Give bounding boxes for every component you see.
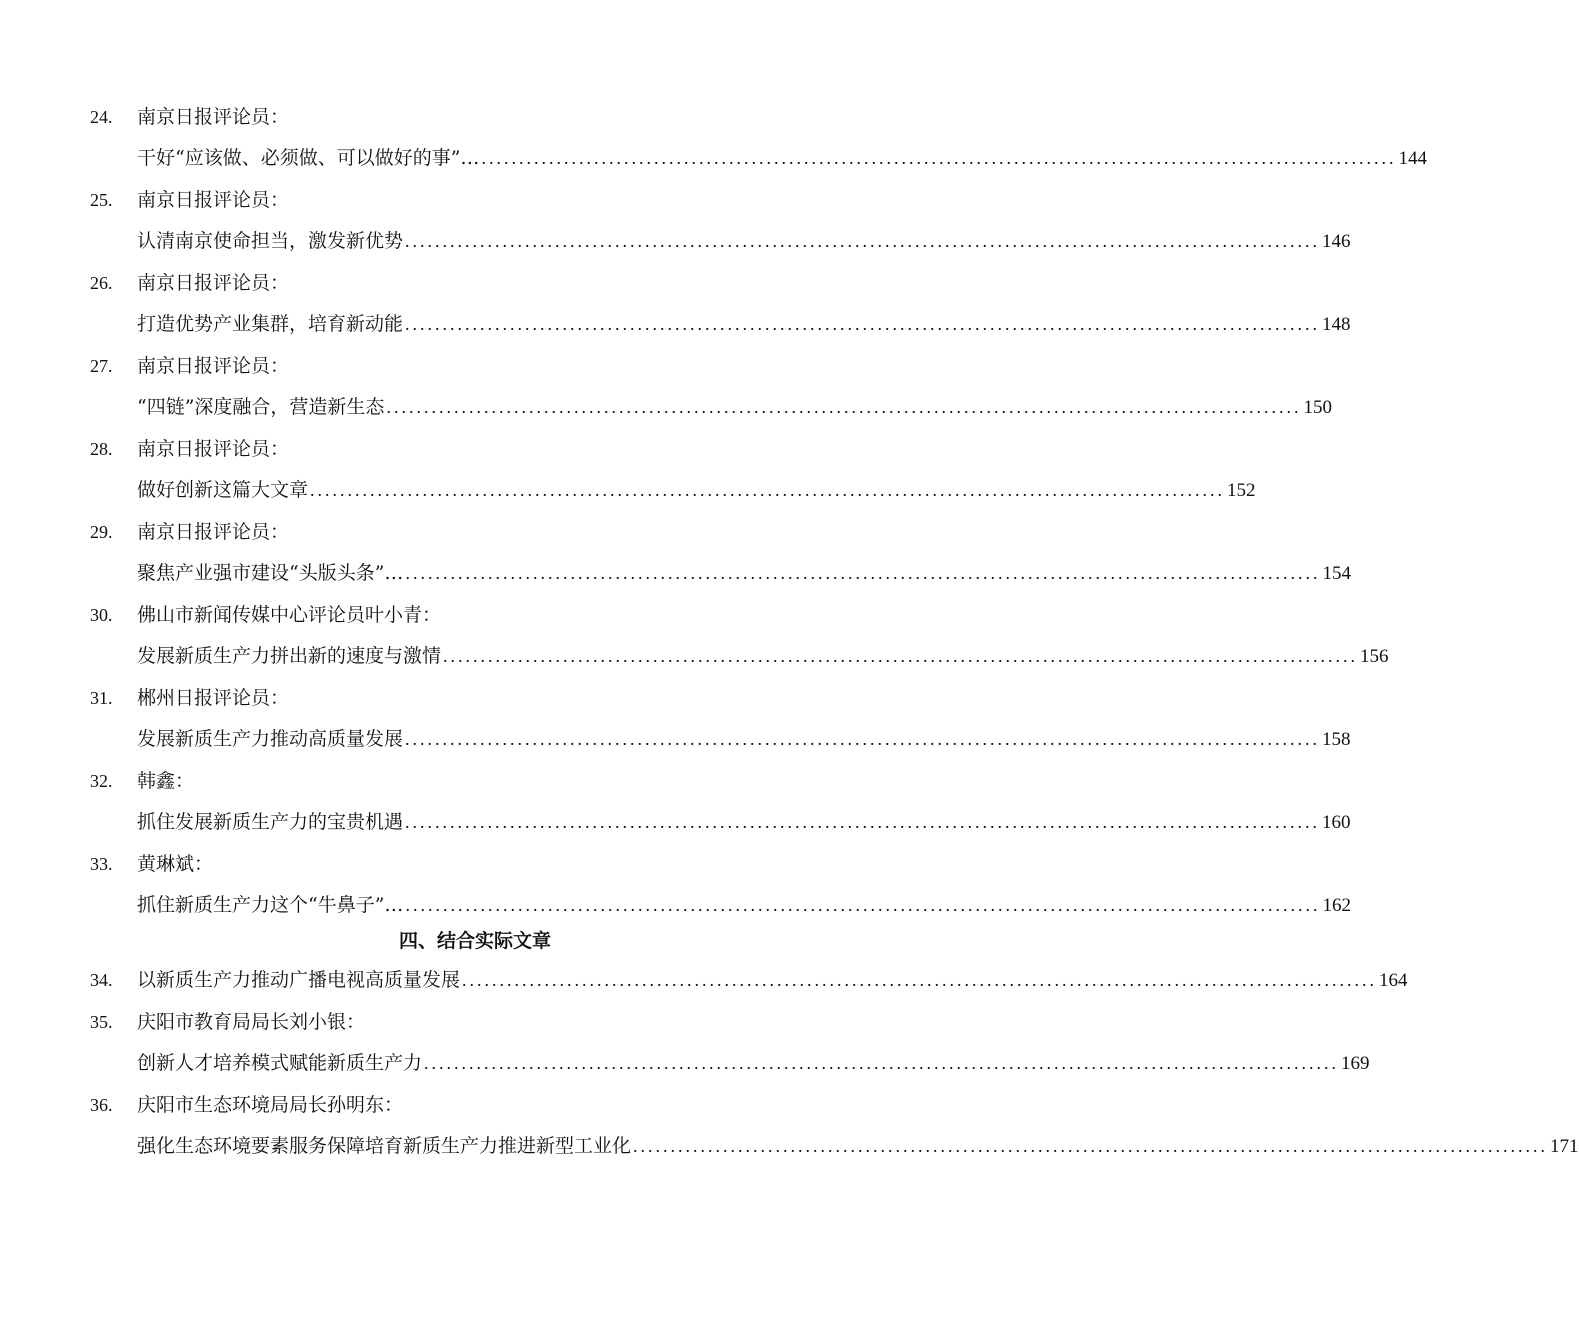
entry-author: 南京日报评论员： <box>137 355 290 377</box>
toc-entry[interactable] <box>137 392 1332 422</box>
dot-leader: .......................................................................................................................... <box>405 729 1321 749</box>
entry-title: 以新质生产力推动广播电视高质量发展 <box>137 969 461 991</box>
toc-entry[interactable] <box>137 724 1351 754</box>
entry-number: 26. <box>90 273 113 293</box>
page-number: 146 <box>1322 231 1351 252</box>
entry-title: 强化生态环境要素服务保障培育新质生产力推进新型工业化 <box>137 1135 632 1157</box>
entry-number: 27. <box>90 356 113 376</box>
page-number: 164 <box>1379 970 1408 991</box>
entry-author: 佛山市新闻传媒中心评论员叶小青： <box>137 604 442 626</box>
page-number: 152 <box>1227 480 1256 501</box>
entry-author: 郴州日报评论员： <box>137 687 290 709</box>
page-number: 144 <box>1398 148 1427 169</box>
entry-author: 南京日报评论员： <box>137 272 290 294</box>
section-heading: 四、结合实际文章 <box>398 930 551 952</box>
dot-leader: .......................................................................................................................... <box>462 970 1378 990</box>
toc-entry[interactable] <box>137 475 1256 505</box>
entry-author: 南京日报评论员： <box>137 106 290 128</box>
toc-entry[interactable] <box>137 226 1351 256</box>
page-number: 162 <box>1322 895 1351 916</box>
dot-leader: .......................................................................................................................... <box>386 397 1302 417</box>
dot-leader: .......................................................................................................................... <box>405 812 1321 832</box>
entry-title: 发展新质生产力推动高质量发展 <box>137 728 404 750</box>
entry-author: 韩鑫： <box>137 770 195 792</box>
dot-leader: .......................................................................................................................... <box>405 895 1321 915</box>
entry-title: 干好“应该做、必须做、可以做好的事”… <box>137 147 480 169</box>
entry-title: 打造优势产业集群，培育新动能 <box>137 313 404 335</box>
dot-leader: .......................................................................................................................... <box>633 1136 1549 1156</box>
entry-author: 庆阳市生态环境局局长孙明东： <box>137 1094 404 1116</box>
entry-title: 发展新质生产力拼出新的速度与激情 <box>137 645 442 667</box>
dot-leader: .......................................................................................................................... <box>424 1053 1340 1073</box>
dot-leader: .......................................................................................................................... <box>405 563 1321 583</box>
entry-number: 24. <box>90 107 113 127</box>
page-number: 154 <box>1322 563 1351 584</box>
entry-title: 做好创新这篇大文章 <box>137 479 309 501</box>
toc-entry[interactable] <box>137 143 1427 173</box>
toc-entry[interactable] <box>137 1048 1370 1078</box>
dot-leader: .......................................................................................................................... <box>405 314 1321 334</box>
toc-entry[interactable] <box>137 558 1351 588</box>
dot-leader: .......................................................................................................................... <box>481 148 1397 168</box>
entry-number: 34. <box>90 970 113 990</box>
page-number: 160 <box>1322 812 1351 833</box>
dot-leader: .......................................................................................................................... <box>310 480 1226 500</box>
dot-leader: .......................................................................................................................... <box>405 231 1321 251</box>
entry-number: 28. <box>90 439 113 459</box>
entry-author: 庆阳市教育局局长刘小银： <box>137 1011 366 1033</box>
entry-number: 30. <box>90 605 113 625</box>
entry-title: 聚焦产业强市建设“头版头条”… <box>137 562 404 584</box>
dot-leader: .......................................................................................................................... <box>443 646 1359 666</box>
page-number: 158 <box>1322 729 1351 750</box>
entry-number: 29. <box>90 522 113 542</box>
entry-title: 抓住新质生产力这个“牛鼻子”… <box>137 894 404 916</box>
entry-title: 抓住发展新质生产力的宝贵机遇 <box>137 811 404 833</box>
entry-title: 创新人才培养模式赋能新质生产力 <box>137 1052 423 1074</box>
entry-title: 认清南京使命担当，激发新优势 <box>137 230 404 252</box>
toc-entry[interactable] <box>137 641 1389 671</box>
entry-author: 南京日报评论员： <box>137 438 290 460</box>
page-number: 150 <box>1303 397 1332 418</box>
entry-author: 南京日报评论员： <box>137 521 290 543</box>
toc-entry[interactable] <box>137 807 1351 837</box>
toc-entry[interactable] <box>137 965 1408 995</box>
entry-number: 32. <box>90 771 113 791</box>
toc-entry[interactable] <box>137 309 1351 339</box>
page-number: 156 <box>1360 646 1389 667</box>
page-number: 148 <box>1322 314 1351 335</box>
entry-author: 南京日报评论员： <box>137 189 290 211</box>
page-number: 169 <box>1341 1053 1370 1074</box>
toc-entry[interactable] <box>137 1131 1579 1161</box>
entry-number: 36. <box>90 1095 113 1115</box>
entry-author: 黄琳斌： <box>137 853 214 875</box>
toc-entry[interactable] <box>137 890 1351 920</box>
entry-number: 25. <box>90 190 113 210</box>
entry-number: 33. <box>90 854 113 874</box>
entry-title: “四链”深度融合，营造新生态 <box>137 396 385 418</box>
page-number: 171 <box>1550 1136 1579 1157</box>
entry-number: 31. <box>90 688 113 708</box>
entry-number: 35. <box>90 1012 113 1032</box>
